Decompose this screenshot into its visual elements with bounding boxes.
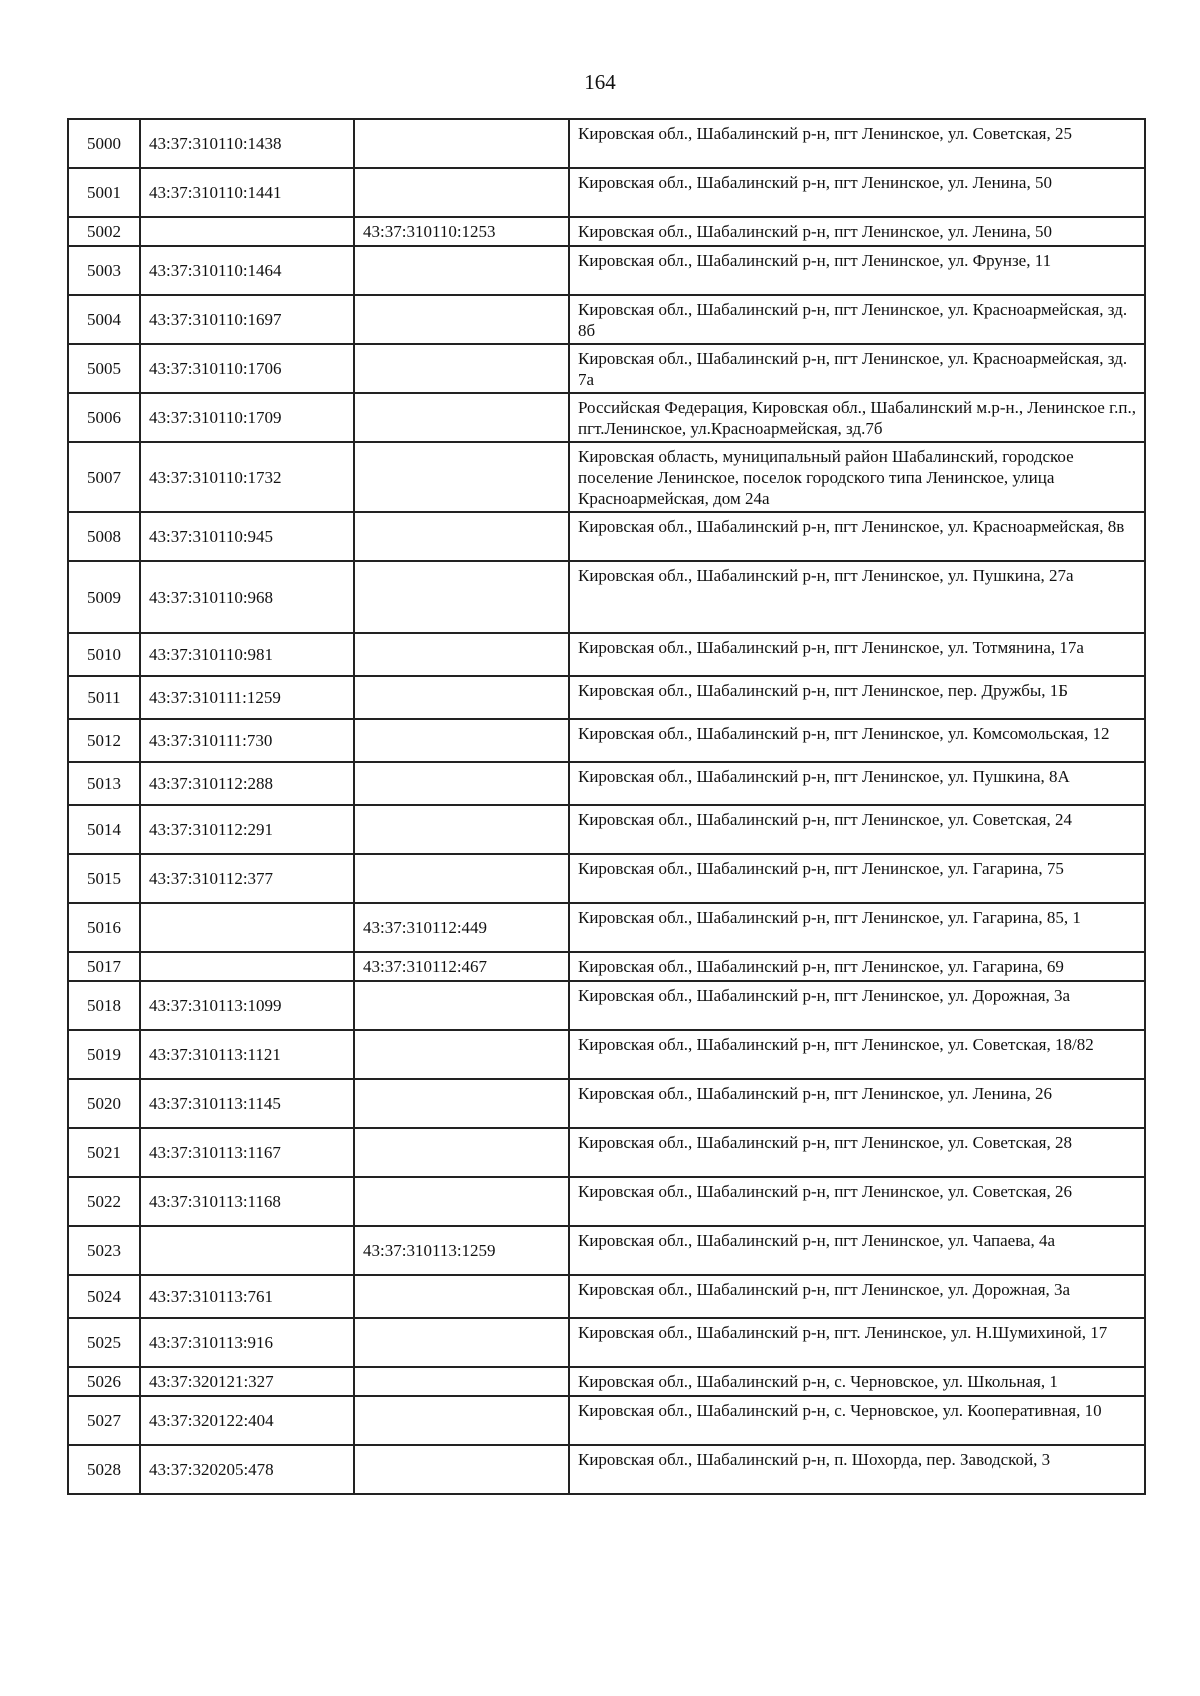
table-row xyxy=(68,1396,1145,1445)
table-row xyxy=(68,1177,1145,1226)
row-number-cell: 5024 xyxy=(68,1275,140,1318)
cadastral-number-cell xyxy=(140,903,354,952)
row-number-cell: 5013 xyxy=(68,762,140,805)
row-number-cell: 5003 xyxy=(68,246,140,295)
address-cell: Кировская обл., Шабалинский р-н, с. Черновское, ул. Кооперативная, 10 xyxy=(569,1396,1145,1445)
address-cell: Кировская обл., Шабалинский р-н, пгт Ленинское, ул. Красноармейская, зд. 8б xyxy=(569,295,1145,344)
table-row xyxy=(68,854,1145,903)
table-row xyxy=(68,981,1145,1030)
row-number-cell: 5012 xyxy=(68,719,140,762)
parent-cadastral-cell xyxy=(354,393,569,442)
table-row xyxy=(68,119,1145,168)
cadastral-number-cell: 43:37:310110:981 xyxy=(140,633,354,676)
table-row xyxy=(68,762,1145,805)
address-cell: Кировская обл., Шабалинский р-н, пгт Ленинское, ул. Пушкина, 27а xyxy=(569,561,1145,633)
address-cell: Кировская обл., Шабалинский р-н, пгт Ленинское, ул. Советская, 18/82 xyxy=(569,1030,1145,1079)
cadastral-number-cell: 43:37:310113:1121 xyxy=(140,1030,354,1079)
cadastral-number-cell: 43:37:310113:1168 xyxy=(140,1177,354,1226)
cadastral-number-cell: 43:37:310110:1709 xyxy=(140,393,354,442)
table-row xyxy=(68,217,1145,246)
parent-cadastral-cell xyxy=(354,168,569,217)
cadastral-number-cell: 43:37:310113:761 xyxy=(140,1275,354,1318)
row-number-cell: 5004 xyxy=(68,295,140,344)
table-row xyxy=(68,442,1145,512)
row-number-cell: 5009 xyxy=(68,561,140,633)
table-row xyxy=(68,1030,1145,1079)
parent-cadastral-cell xyxy=(354,805,569,854)
address-cell: Кировская обл., Шабалинский р-н, пгт Ленинское, ул. Гагарина, 69 xyxy=(569,952,1145,981)
parent-cadastral-cell xyxy=(354,512,569,561)
cadastral-number-cell: 43:37:310113:1167 xyxy=(140,1128,354,1177)
address-cell: Кировская обл., Шабалинский р-н, пгт Ленинское, ул. Чапаева, 4а xyxy=(569,1226,1145,1275)
table-row xyxy=(68,1318,1145,1367)
table-row xyxy=(68,1128,1145,1177)
table-row xyxy=(68,903,1145,952)
table-row xyxy=(68,676,1145,719)
parent-cadastral-cell xyxy=(354,719,569,762)
row-number-cell: 5001 xyxy=(68,168,140,217)
cadastral-number-cell: 43:37:310113:1145 xyxy=(140,1079,354,1128)
cadastral-number-cell xyxy=(140,952,354,981)
table-row xyxy=(68,1226,1145,1275)
cadastral-number-cell: 43:37:310110:1697 xyxy=(140,295,354,344)
address-cell: Кировская обл., Шабалинский р-н, пгт Ленинское, ул. Гагарина, 75 xyxy=(569,854,1145,903)
cadastral-number-cell: 43:37:310111:1259 xyxy=(140,676,354,719)
cadastral-number-cell: 43:37:310110:1732 xyxy=(140,442,354,512)
row-number-cell: 5010 xyxy=(68,633,140,676)
table-row xyxy=(68,344,1145,393)
address-cell: Кировская обл., Шабалинский р-н, пгт Ленинское, ул. Дорожная, 3а xyxy=(569,1275,1145,1318)
table-row xyxy=(68,246,1145,295)
row-number-cell: 5006 xyxy=(68,393,140,442)
table-row xyxy=(68,168,1145,217)
row-number-cell: 5000 xyxy=(68,119,140,168)
parent-cadastral-cell: 43:37:310112:467 xyxy=(354,952,569,981)
parent-cadastral-cell xyxy=(354,1318,569,1367)
table-row xyxy=(68,633,1145,676)
row-number-cell: 5002 xyxy=(68,217,140,246)
table-row xyxy=(68,512,1145,561)
cadastral-number-cell: 43:37:310110:968 xyxy=(140,561,354,633)
address-cell: Кировская обл., Шабалинский р-н, пгт. Ленинское, ул. Н.Шумихиной, 17 xyxy=(569,1318,1145,1367)
address-cell: Кировская обл., Шабалинский р-н, с. Черновское, ул. Школьная, 1 xyxy=(569,1367,1145,1396)
address-cell: Кировская обл., Шабалинский р-н, пгт Ленинское, ул. Красноармейская, 8в xyxy=(569,512,1145,561)
row-number-cell: 5007 xyxy=(68,442,140,512)
row-number-cell: 5023 xyxy=(68,1226,140,1275)
row-number-cell: 5020 xyxy=(68,1079,140,1128)
table-row xyxy=(68,393,1145,442)
row-number-cell: 5025 xyxy=(68,1318,140,1367)
cadastral-number-cell: 43:37:320205:478 xyxy=(140,1445,354,1494)
address-cell: Кировская обл., Шабалинский р-н, пгт Ленинское, ул. Ленина, 50 xyxy=(569,217,1145,246)
parent-cadastral-cell xyxy=(354,1445,569,1494)
parent-cadastral-cell xyxy=(354,633,569,676)
parent-cadastral-cell xyxy=(354,1079,569,1128)
parent-cadastral-cell xyxy=(354,344,569,393)
parent-cadastral-cell: 43:37:310112:449 xyxy=(354,903,569,952)
cadastral-number-cell: 43:37:310110:1706 xyxy=(140,344,354,393)
parent-cadastral-cell: 43:37:310110:1253 xyxy=(354,217,569,246)
parent-cadastral-cell xyxy=(354,1128,569,1177)
address-cell: Кировская обл., Шабалинский р-н, пгт Ленинское, ул. Комсомольская, 12 xyxy=(569,719,1145,762)
table-row xyxy=(68,1079,1145,1128)
parent-cadastral-cell xyxy=(354,1275,569,1318)
row-number-cell: 5022 xyxy=(68,1177,140,1226)
row-number-cell: 5019 xyxy=(68,1030,140,1079)
parent-cadastral-cell xyxy=(354,442,569,512)
cadastral-number-cell: 43:37:310110:1464 xyxy=(140,246,354,295)
cadastral-number-cell: 43:37:310113:916 xyxy=(140,1318,354,1367)
address-cell: Кировская обл., Шабалинский р-н, пгт Ленинское, ул. Гагарина, 85, 1 xyxy=(569,903,1145,952)
address-cell: Кировская обл., Шабалинский р-н, пгт Ленинское, ул. Пушкина, 8А xyxy=(569,762,1145,805)
row-number-cell: 5016 xyxy=(68,903,140,952)
cadastral-number-cell: 43:37:310112:291 xyxy=(140,805,354,854)
row-number-cell: 5021 xyxy=(68,1128,140,1177)
registry-table xyxy=(67,118,1146,1495)
cadastral-number-cell: 43:37:310110:1441 xyxy=(140,168,354,217)
address-cell: Кировская обл., Шабалинский р-н, п. Шохорда, пер. Заводской, 3 xyxy=(569,1445,1145,1494)
table-row xyxy=(68,1275,1145,1318)
parent-cadastral-cell xyxy=(354,981,569,1030)
address-cell: Российская Федерация, Кировская обл., Шабалинский м.р-н., Ленинское г.п., пгт.Ленинское, ул.Красноармейская, зд.7б xyxy=(569,393,1145,442)
parent-cadastral-cell: 43:37:310113:1259 xyxy=(354,1226,569,1275)
page-number: 164 xyxy=(584,70,616,94)
address-cell: Кировская обл., Шабалинский р-н, пгт Ленинское, ул. Советская, 24 xyxy=(569,805,1145,854)
cadastral-number-cell xyxy=(140,217,354,246)
parent-cadastral-cell xyxy=(354,1396,569,1445)
parent-cadastral-cell xyxy=(354,854,569,903)
address-cell: Кировская обл., Шабалинский р-н, пгт Ленинское, ул. Советская, 26 xyxy=(569,1177,1145,1226)
cadastral-number-cell: 43:37:310111:730 xyxy=(140,719,354,762)
cadastral-number-cell: 43:37:310112:377 xyxy=(140,854,354,903)
row-number-cell: 5028 xyxy=(68,1445,140,1494)
row-number-cell: 5026 xyxy=(68,1367,140,1396)
parent-cadastral-cell xyxy=(354,295,569,344)
address-cell: Кировская обл., Шабалинский р-н, пгт Ленинское, ул. Фрунзе, 11 xyxy=(569,246,1145,295)
table-row xyxy=(68,952,1145,981)
address-cell: Кировская обл., Шабалинский р-н, пгт Ленинское, ул. Советская, 28 xyxy=(569,1128,1145,1177)
row-number-cell: 5015 xyxy=(68,854,140,903)
address-cell: Кировская область, муниципальный район Шабалинский, городское поселение Ленинское, поселок городского типа Ленинское, улица Красноармейская, дом 24а xyxy=(569,442,1145,512)
row-number-cell: 5017 xyxy=(68,952,140,981)
row-number-cell: 5005 xyxy=(68,344,140,393)
address-cell: Кировская обл., Шабалинский р-н, пгт Ленинское, ул. Ленина, 50 xyxy=(569,168,1145,217)
parent-cadastral-cell xyxy=(354,676,569,719)
parent-cadastral-cell xyxy=(354,246,569,295)
cadastral-number-cell: 43:37:310110:1438 xyxy=(140,119,354,168)
address-cell: Кировская обл., Шабалинский р-н, пгт Ленинское, ул. Красноармейская, зд. 7а xyxy=(569,344,1145,393)
table-row xyxy=(68,805,1145,854)
row-number-cell: 5018 xyxy=(68,981,140,1030)
cadastral-number-cell xyxy=(140,1226,354,1275)
parent-cadastral-cell xyxy=(354,1030,569,1079)
cadastral-number-cell: 43:37:310112:288 xyxy=(140,762,354,805)
cadastral-number-cell: 43:37:320122:404 xyxy=(140,1396,354,1445)
row-number-cell: 5008 xyxy=(68,512,140,561)
parent-cadastral-cell xyxy=(354,119,569,168)
table-row xyxy=(68,719,1145,762)
table-row xyxy=(68,1445,1145,1494)
cadastral-number-cell: 43:37:320121:327 xyxy=(140,1367,354,1396)
table-row xyxy=(68,1367,1145,1396)
table-row xyxy=(68,561,1145,633)
address-cell: Кировская обл., Шабалинский р-н, пгт Ленинское, ул. Ленина, 26 xyxy=(569,1079,1145,1128)
row-number-cell: 5027 xyxy=(68,1396,140,1445)
table-row xyxy=(68,295,1145,344)
parent-cadastral-cell xyxy=(354,1177,569,1226)
parent-cadastral-cell xyxy=(354,561,569,633)
cadastral-number-cell: 43:37:310110:945 xyxy=(140,512,354,561)
address-cell: Кировская обл., Шабалинский р-н, пгт Ленинское, пер. Дружбы, 1Б xyxy=(569,676,1145,719)
address-cell: Кировская обл., Шабалинский р-н, пгт Ленинское, ул. Советская, 25 xyxy=(569,119,1145,168)
cadastral-number-cell: 43:37:310113:1099 xyxy=(140,981,354,1030)
row-number-cell: 5011 xyxy=(68,676,140,719)
address-cell: Кировская обл., Шабалинский р-н, пгт Ленинское, ул. Тотмянина, 17а xyxy=(569,633,1145,676)
row-number-cell: 5014 xyxy=(68,805,140,854)
parent-cadastral-cell xyxy=(354,762,569,805)
parent-cadastral-cell xyxy=(354,1367,569,1396)
address-cell: Кировская обл., Шабалинский р-н, пгт Ленинское, ул. Дорожная, 3а xyxy=(569,981,1145,1030)
